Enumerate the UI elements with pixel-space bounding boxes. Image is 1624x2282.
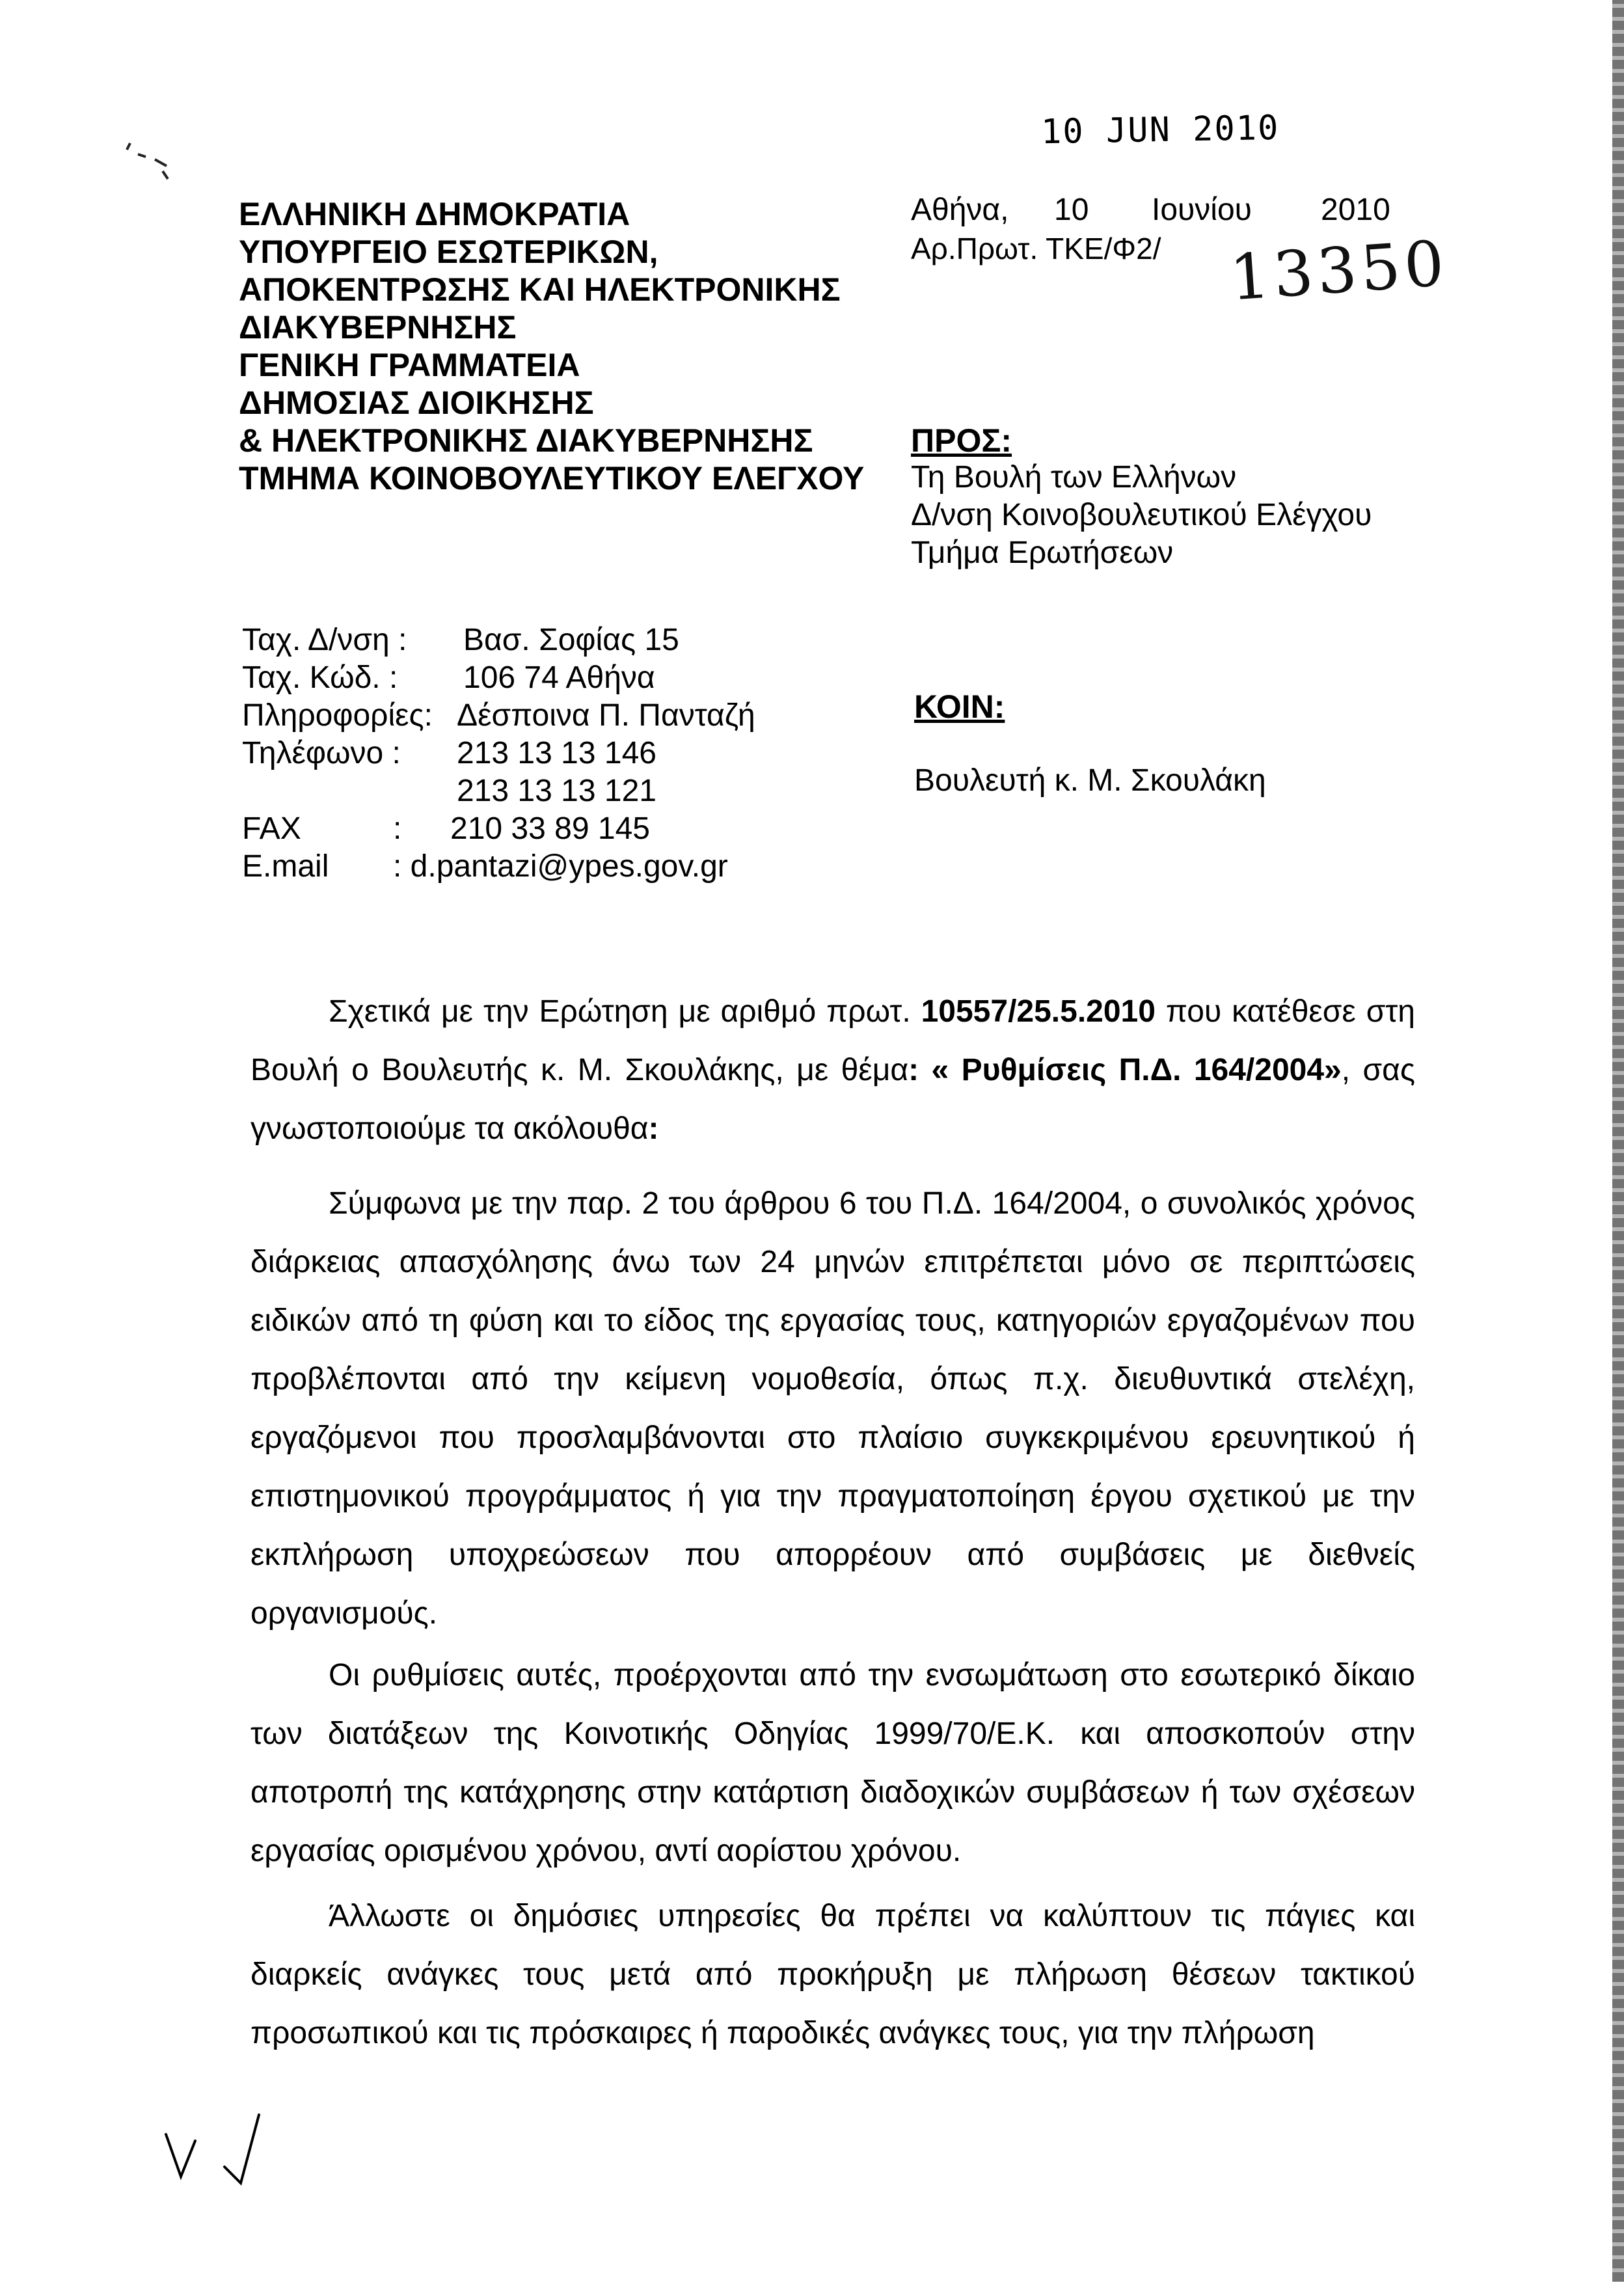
- body-paragraph-2: [250, 1175, 1415, 1643]
- p1-colon: :: [648, 1111, 659, 1146]
- info-value: Δέσποινα Π. Πανταζή: [457, 698, 755, 733]
- sender-line: ΓΕΝΙΚΗ ΓΡΑΜΜΑΤΕΙΑ: [239, 347, 580, 383]
- p2-text: Σύμφωνα με την παρ. 2 του άρθρου 6 του Π.Δ. 164/2004, ο συνολικός χρόνος διάρκειας απασχόλησης άνω των 24 μηνών επιτρέπεται μόνο σε περιπτώσεις ειδικών από τη φύση και το είδος της εργασίας τους, κατηγοριών εργαζομένων που προβλέπονται από την κείμενη νομοθεσία, όπως π.χ. διευθυντικά στελέχη, εργαζόμενοι που προσλαμβάνονται στο πλαίσιο συγκεκριμένου ερευνητικού ή επιστημονικού προγράμματος ή για την πραγματοποίηση έργου σχετικού με την εκπλήρωση υποχρεώσεων που απορρέουν από συμβάσεις με διεθνείς οργανισμούς.: [250, 1186, 1415, 1631]
- sender-line: ΔΗΜΟΣΙΑΣ ΔΙΟΙΚΗΣΗΣ: [239, 385, 594, 421]
- fax-separator: :: [393, 811, 402, 846]
- p1-subject: : « Ρυθμίσεις Π.Δ. 164/2004»: [908, 1053, 1342, 1087]
- address-value: Βασ. Σοφίας 15: [463, 623, 679, 657]
- postcode-label: Ταχ. Κώδ. :: [242, 660, 398, 695]
- handwritten-protocol-number: 13350: [1227, 226, 1450, 315]
- phone-label: Τηλέφωνο :: [242, 736, 401, 770]
- sender-line: ΔΙΑΚΥΒΕΡΝΗΣΗΣ: [239, 309, 517, 346]
- p1-text-a: Σχετικά με την Ερώτηση με αριθμό πρωτ.: [329, 994, 921, 1029]
- sender-line: & ΗΛΕΚΤΡΟΝΙΚΗΣ ΔΙΑΚΥΒΕΡΝΗΣΗΣ: [239, 422, 813, 459]
- recipient-line: Τη Βουλή των Ελλήνων: [911, 460, 1237, 495]
- sender-line: ΕΛΛΗΝΙΚΗ ΔΗΜΟΚΡΑΤΙΑ: [239, 196, 630, 232]
- body-paragraph-3: [250, 1646, 1415, 1881]
- protocol-label: Αρ.Πρωτ. ΤΚΕ/Φ2/: [911, 232, 1161, 265]
- recipient-line: Τμήμα Ερωτήσεων: [911, 536, 1174, 570]
- scan-edge-artifact: [1612, 0, 1624, 2282]
- cc-line: Βουλευτή κ. Μ. Σκουλάκη: [914, 763, 1266, 798]
- p3-text: Οι ρυθμίσεις αυτές, προέρχονται από την ενσωμάτωση στο εσωτερικό δίκαιο των διατάξεων της Κοινοτικής Οδηγίας 1999/70/Ε.Κ. και αποσκοπούν στην αποτροπή της κατάχρησης στην κατάρτιση διαδοχικών συμβάσεων ή των σχέσεων εργασίας ορισμένου χρόνου, αντί αορίστου χρόνου.: [250, 1658, 1415, 1868]
- recipient-lines: [911, 459, 1372, 572]
- phone-value-1: 213 13 13 146: [457, 736, 656, 770]
- phone-value-2: 213 13 13 121: [457, 774, 656, 808]
- handwritten-check-mark: [163, 2102, 293, 2193]
- sender-line: ΥΠΟΥΡΓΕΙΟ ΕΣΩΤΕΡΙΚΩΝ,: [239, 234, 658, 270]
- email-value: : d.pantazi@ypes.gov.gr: [393, 849, 728, 884]
- email-label: E.mail: [242, 849, 329, 884]
- p4-text: Άλλωστε οι δημόσιες υπηρεσίες θα πρέπει να καλύπτουν τις πάγιες και διαρκείς ανάγκες τους μετά από προκήρυξη με πλήρωση θέσεων τακτικού προσωπικού και τις πρόσκαιρες ή παροδικές ανάγκες τους, για την πλήρωση: [250, 1899, 1415, 2050]
- fax-label: FAX: [242, 811, 301, 846]
- postcode-value: 106 74 Αθήνα: [463, 660, 655, 695]
- body-paragraph-4: [250, 1887, 1415, 2063]
- sender-line: ΑΠΟΚΕΝΤΡΩΣΗΣ ΚΑΙ ΗΛΕΚΤΡΟΝΙΚΗΣ: [239, 271, 841, 308]
- date-month: Ιουνίου: [1152, 193, 1252, 227]
- document-date: [911, 192, 1390, 228]
- p1-question-number: 10557/25.5.2010: [921, 994, 1156, 1029]
- scan-speck-marks: [124, 140, 176, 185]
- date-city: Αθήνα,: [911, 193, 1009, 227]
- date-day: 10: [1054, 193, 1089, 227]
- info-label: Πληροφορίες:: [242, 698, 433, 733]
- received-date-stamp: 10 JUN 2010: [1040, 108, 1280, 152]
- sender-header: [239, 195, 864, 497]
- address-label: Ταχ. Δ/νση :: [242, 623, 407, 657]
- fax-value: 210 33 89 145: [450, 811, 650, 846]
- p1-text-e: , σας γνωστοποιούμε τα ακόλουθα: [250, 1053, 1415, 1146]
- body-paragraph-1: [250, 983, 1415, 1158]
- date-year: 2010: [1321, 193, 1390, 227]
- p1-text-c: που κατέθεσε στη Βουλή ο Βουλευτής κ. Μ. Σκουλάκης, με θέμα: [250, 994, 1415, 1087]
- sender-line: ΤΜΗΜΑ ΚΟΙΝΟΒΟΥΛΕΥΤΙΚΟΥ ΕΛΕΓΧΟΥ: [239, 460, 865, 496]
- cc-title: ΚΟΙΝ:: [914, 688, 1005, 725]
- recipient-title: ΠΡΟΣ:: [911, 422, 1012, 459]
- recipient-line: Δ/νση Κοινοβουλευτικού Ελέγχου: [911, 498, 1372, 532]
